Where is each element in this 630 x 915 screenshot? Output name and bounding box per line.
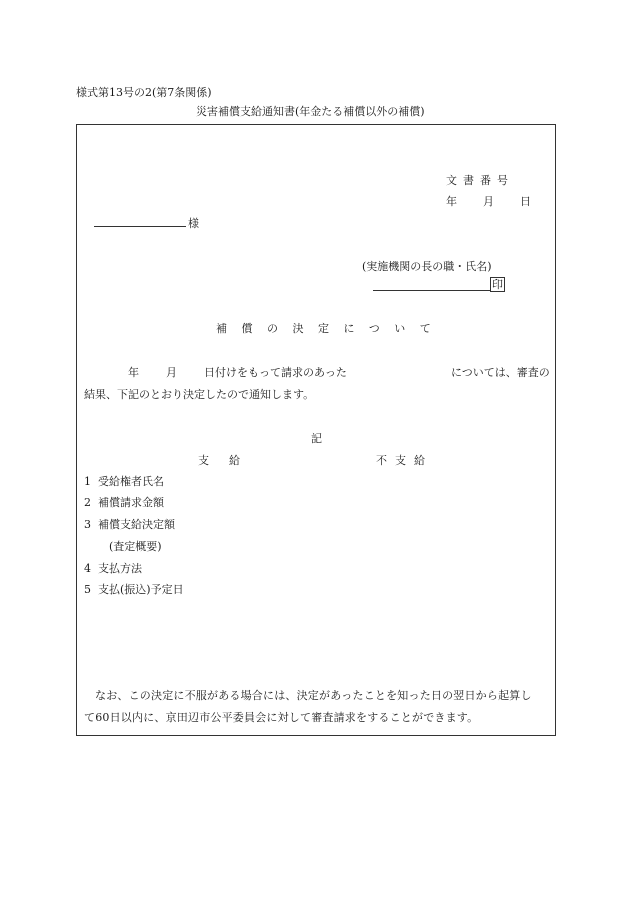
sender-label: (実施機関の長の職・氏名)	[362, 260, 492, 273]
body-month: 月	[166, 366, 177, 379]
date-row	[446, 193, 531, 209]
form-number: 様式第13号の2(第7条関係)	[76, 86, 212, 99]
recipient-name-line	[94, 226, 186, 227]
non-payment-label: 不支給	[376, 454, 433, 467]
body-year: 年	[128, 366, 139, 379]
list-item: 5 支払(振込)予定日	[84, 583, 184, 596]
document-number-label: 文書番号	[446, 174, 514, 187]
date-day: 日	[520, 195, 531, 208]
body-line-1	[128, 364, 347, 380]
footer-note-line-1: なお、この決定に不服がある場合には、決定があったことを知った日の翌日から起算し	[95, 689, 532, 702]
sender-name-line	[373, 290, 490, 291]
list-item: 3 補償支給決定額	[84, 518, 175, 531]
payment-label: 支給	[198, 454, 260, 467]
document-title: 災害補償支給通知書(年金たる補償以外の補償)	[196, 105, 425, 118]
seal-box: 印	[492, 278, 503, 291]
recipient-honorific: 様	[188, 217, 199, 230]
list-item: 4 支払方法	[84, 562, 142, 575]
date-year: 年	[446, 195, 457, 208]
footer-note-line-2: て60日以内に、京田辺市公平委員会に対して審査請求をすることができます。	[84, 711, 479, 724]
list-item: 1 受給権者氏名	[84, 475, 164, 488]
date-month: 月	[483, 195, 494, 208]
subject-heading: 補償の決定について	[216, 322, 446, 335]
body-line-2: 結果、下記のとおり決定したので通知します。	[84, 388, 315, 401]
assessment-summary-label: (査定概要)	[109, 540, 162, 553]
list-item: 2 補償請求金額	[84, 496, 164, 509]
body-date-request: 日付けをもって請求のあった	[204, 366, 347, 379]
record-heading: 記	[311, 432, 322, 445]
body-regarding: については、審査の	[451, 366, 550, 379]
